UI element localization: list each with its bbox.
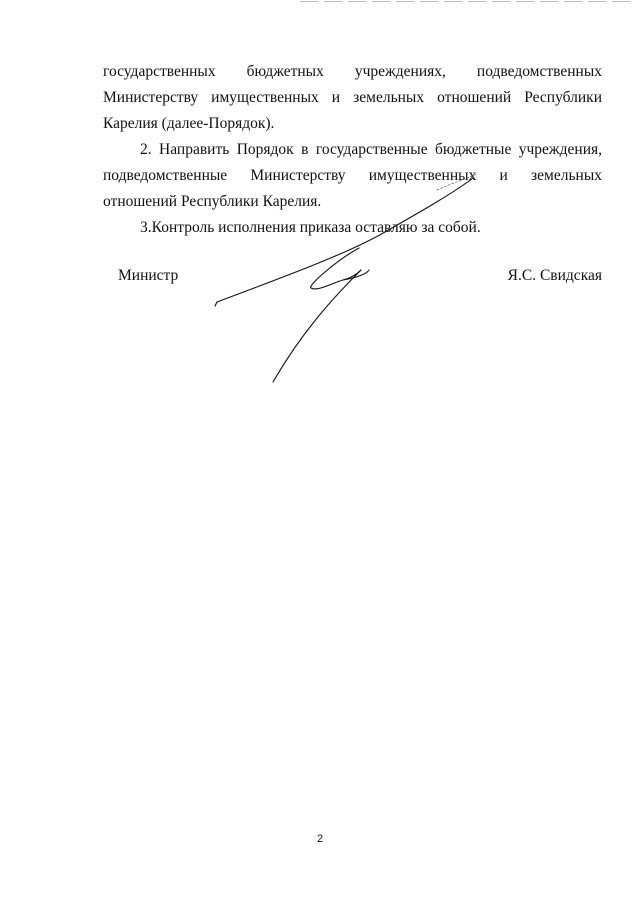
signatory-name: Я.С. Свидская: [507, 267, 602, 284]
paragraph-item-3: 3.Контроль исполнения приказа оставляю за собой.: [140, 219, 481, 236]
paragraph-item-2: 2. Направить Порядок в государственные бюджетные учреждения, подведомственные Министерству имущественных и земельных отношений Республики Карелия.: [103, 141, 602, 210]
signatory-title: Министр: [118, 267, 179, 284]
paragraph-continuation: государственных бюджетных учреждениях, подведомственных Министерству имущественных и земельных отношений Республики Карелия (далее-Порядок).: [103, 63, 602, 132]
scan-edge-line: [300, 1, 630, 2]
handwritten-signature: [205, 170, 495, 390]
page-number: 2: [316, 833, 324, 845]
